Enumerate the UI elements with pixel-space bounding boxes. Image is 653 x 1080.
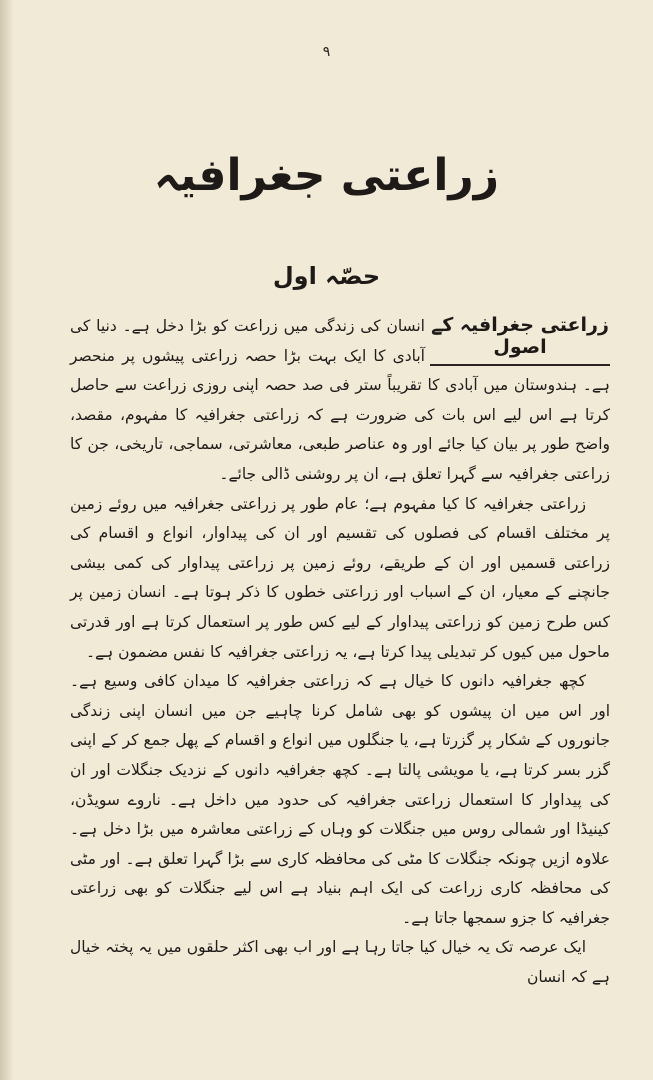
- body-text: [70, 312, 610, 993]
- part-heading: حصّہ اول: [272, 262, 381, 290]
- paragraph: زراعتی جغرافیہ کا کیا مفہوم ہے؛ عام طور پر زراعتی جغرافیہ میں روئے زمین پر مختلف اقسام کی فصلوں کی تقسیم اور ان کی پیداوار، انواع و اقسام کی زراعتی قسمیں اور ان کے طریقے، روئے زمین پر زراعتی پیداوار کی کمی بیشی جانچنے کے معیار، ان کے اسباب اور زراعتی خطوں کا ذکر ہوتا ہے۔ انسان زمین پر کس طرح زمین کو زراعتی پیداوار کے لیے کس طور پر استعمال کرتا ہے اور قدرتی ماحول میں کیوں کر تبدیلی پیدا کرتا ہے، یہ زراعتی جغرافیہ کا نفس مضمون ہے۔: [70, 494, 610, 661]
- paragraph: ایک عرصہ تک یہ خیال کیا جاتا رہا ہے اور اب بھی اکثر حلقوں میں یہ پختہ خیال ہے کہ انسان: [70, 938, 610, 987]
- paragraph: کچھ جغرافیہ دانوں کا خیال ہے کہ زراعتی جغرافیہ کا میدان کافی وسیع ہے۔ اور اس میں ان پیشوں کو بھی شامل کرنا چاہیے جن میں انسان اپنی زندگی جانوروں کے شکار پر گزرتا ہے، یا جنگلوں میں انواع و اقسام کے پھل جمع کر کے اپنی گزر بسر کرتا ہے، یا مویشی پالتا ہے۔ کچھ جغرافیہ دانوں کے نزدیک جنگلات اور ان کی پیداوار کا استعمال زراعتی جغرافیہ کی حدود میں داخل ہے۔ ناروے سویڈن، کینیڈا اور شمالی روس میں جنگلات کو وہاں کے زراعتی معاشرہ میں بڑا دخل ہے۔ علاوہ ازیں چونکہ جنگلات کا مٹی کی محافظہ کاری سے بڑا گہرا تعلق ہے۔ اور مٹی کی محافظہ کاری زراعت کی ایک اہم بنیاد ہے اس لیے جنگلات کو بھی زراعتی جغرافیہ کا جزو سمجھا جاتا ہے۔: [70, 672, 610, 927]
- section-heading: زراعتی جغرافیہ کے اصول: [430, 314, 610, 366]
- paragraph: انسان کی زندگی میں زراعت کو بڑا دخل ہے۔ دنیا کی آبادی کا ایک بہت بڑا حصہ زراعتی پیشوں پر منحصر ہے۔ ہندوستان میں آبادی کا تقریباً ستر فی صد حصہ اپنی روزی زراعت سے حاصل کرتا ہے اس لیے اس بات کی ضرورت ہے کہ زراعتی جغرافیہ کا مفہوم، مقصد، واضح طور پر بیان کیا جائے اور وہ عناصر طبعی، معاشرتی، سماجی، تاریخی، جن کا زراعتی جغرافیہ سے گہرا تعلق ہے، ان پر روشنی ڈالی جائے۔: [70, 317, 610, 483]
- chapter-title: زراعتی جغرافیہ: [153, 150, 500, 201]
- page-number: ۹: [322, 44, 331, 60]
